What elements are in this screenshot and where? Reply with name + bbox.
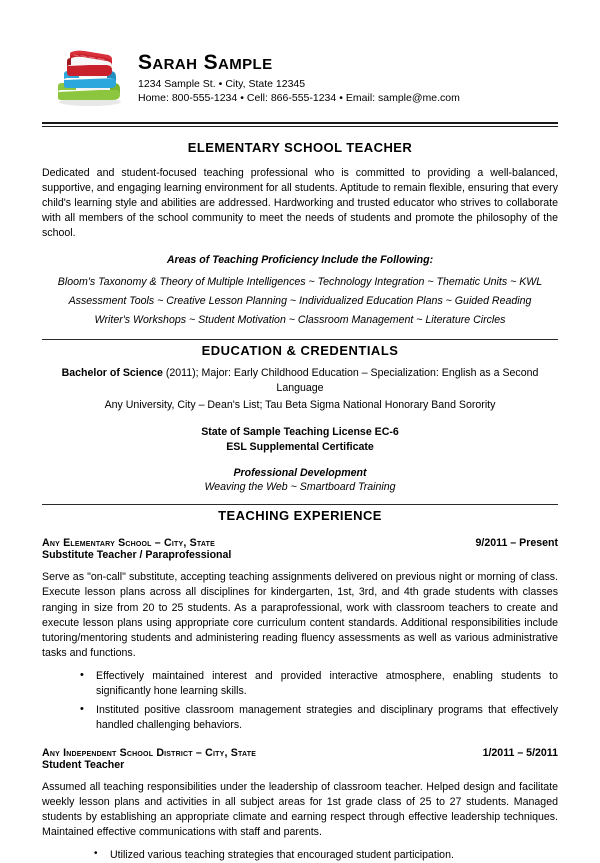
bullet-separator-icon: • (240, 92, 244, 105)
experience-section-divider (42, 504, 558, 505)
cell-phone: Cell: 866-555-1234 (246, 92, 337, 105)
education-section-divider (42, 339, 558, 340)
job-description: Serve as "on-call" substitute, accepting teaching assignments delivered on previous night or morning of class. Execute lesson plans across all disciplines for kindergarten, 1st, 3rd, and 4th grade students with classes ranging in size from 20 to 25 students. As a paraprofessional, work with classroom teachers to create and execute lesson plans using appropriate core curriculum content standards. Additional responsibilities include tutoring/mentoring students and administering reading fluency assessments as well as various administrative tasks and functions. (42, 571, 558, 659)
employer-name: Any Elementary School – City, State (42, 537, 215, 550)
job-title: Substitute Teacher / Paraprofessional (42, 549, 232, 562)
job-description: Assumed all teaching responsibilities under the leadership of classroom teacher. Helped design and facilitate weekly lesson plans and activities in all subject areas for 1st grade class of 25 to 27 students. Managed students by establishing an appropriate climate and earning respect through effective leadership techniques. Maintained effective communications with staff and parents. (42, 780, 558, 838)
job-dates: 9/2011 – Present (475, 537, 558, 550)
education-section-title: EDUCATION & CREDENTIALS (201, 343, 399, 359)
degree-details: (2011); Major: Early Childhood Education – Specialization: English as a Second Language (162, 367, 539, 395)
bullet-separator-icon: • (218, 78, 223, 91)
job-achievements-list (42, 848, 558, 863)
proficiency-line: Bloom's Taxonomy & Theory of Multiple Intelligences ~ Technology Integration ~ Thematic Units ~ KWL (57, 275, 543, 288)
identity-block (138, 46, 460, 106)
list-item: • Effectively maintained interest and provided interactive atmosphere, enabling students to significantly hone learning skills. (80, 669, 558, 699)
list-item: • Instituted positive classroom management strategies and disciplinary programs that effectively handled challenging behaviors. (80, 703, 558, 733)
employer-name: Any Independent School District – City, State (42, 746, 257, 759)
experience-section-title: TEACHING EXPERIENCE (218, 508, 382, 524)
degree-line (42, 366, 558, 397)
phone-email-line (138, 92, 460, 106)
job-title: Student Teacher (42, 758, 125, 771)
header-divider (42, 122, 558, 127)
street-address: 1234 Sample St. (138, 78, 216, 91)
experience-entry (42, 537, 558, 732)
job-header (42, 537, 558, 549)
proficiency-line: Assessment Tools ~ Creative Lesson Planning ~ Individualized Education Plans ~ Guided Reading (68, 294, 532, 307)
credential-line: State of Sample Teaching License EC-6 (201, 426, 399, 439)
email-address[interactable]: Email: sample@me.com (345, 92, 460, 105)
home-phone: Home: 800-555-1234 (138, 92, 238, 105)
job-achievements-list (42, 669, 558, 733)
page-title: Sarah Sample (138, 51, 273, 74)
degree-name: Bachelor of Science (61, 367, 163, 380)
experience-entry (42, 747, 558, 863)
proficiency-line: Writer's Workshops ~ Student Motivation ~ Classroom Management ~ Literature Circles (94, 313, 506, 326)
credential-line: ESL Supplemental Certificate (226, 441, 374, 454)
resume-title: ELEMENTARY SCHOOL TEACHER (187, 139, 413, 155)
university-line: Any University, City – Dean's List; Tau Beta Sigma National Honorary Band Sorority (104, 398, 496, 411)
professional-development-heading: Professional Development (233, 467, 367, 480)
bullet-separator-icon: • (339, 92, 343, 105)
address-line (138, 78, 460, 92)
resume-header (42, 0, 558, 108)
job-header (42, 747, 558, 759)
professional-summary: Dedicated and student-focused teaching professional who is committed to providing a well-balanced, supportive, and engaging learning environment for all students. Aptitude to remain flexible, ensuring that every child's learning style and abilities are addressed. Hardworking and trusted educator who strives to collaborate with all members of the school community to meet the needs of students and promote the philosophy of the school. (42, 166, 558, 239)
proficiency-heading: Areas of Teaching Proficiency Include the Following: (166, 253, 434, 266)
list-item: • Utilized various teaching strategies that encouraged student participation. (94, 848, 558, 863)
city-state-zip: City, State 12345 (225, 78, 306, 91)
professional-development-line: Weaving the Web ~ Smartboard Training (204, 481, 396, 494)
stacked-books-icon (50, 46, 128, 108)
job-dates: 1/2011 – 5/2011 (482, 746, 558, 759)
